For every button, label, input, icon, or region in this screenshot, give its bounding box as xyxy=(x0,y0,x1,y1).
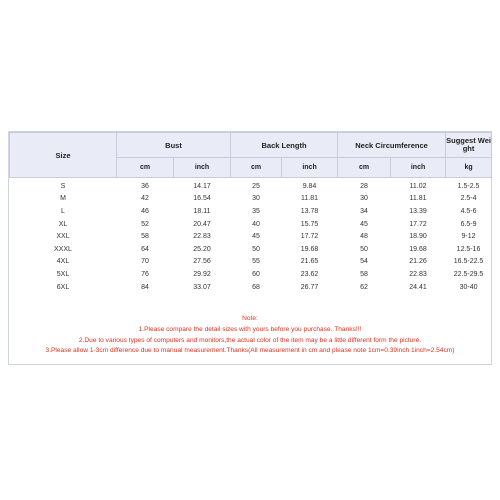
table-row xyxy=(10,205,492,218)
header-suggest-weight: Suggest Wei ght xyxy=(446,133,492,158)
unit-header: inch xyxy=(391,158,446,178)
table-cell: 84 xyxy=(141,283,149,291)
size-table xyxy=(9,132,492,293)
table-cell: 9.84 xyxy=(302,182,317,190)
table-row xyxy=(10,218,492,231)
table-cell: 62 xyxy=(360,283,368,291)
table-cell: 58 xyxy=(360,270,368,278)
table-cell: 35 xyxy=(252,207,260,215)
table-cell: 55 xyxy=(252,258,260,266)
table-cell: 25 xyxy=(252,182,260,190)
unit-header: cm xyxy=(338,158,391,178)
table-cell: 40 xyxy=(252,220,260,228)
unit-header: kg xyxy=(446,158,492,178)
note-line: 1.Please compare the detail sizes with yours before you purchase. Thanks!!! xyxy=(138,325,362,333)
table-cell: 60 xyxy=(252,270,260,278)
table-cell: 11.81 xyxy=(301,195,319,203)
table-row xyxy=(10,193,492,206)
table-cell: 19.68 xyxy=(409,245,427,253)
unit-header: cm xyxy=(117,158,174,178)
table-cell: XXL xyxy=(56,233,70,241)
header-bust: Bust xyxy=(117,133,231,158)
table-cell: 11.81 xyxy=(409,195,427,203)
table-cell: 15.75 xyxy=(300,220,319,228)
header-neck-circumference: Neck Circumference xyxy=(338,133,446,158)
table-cell: 20.47 xyxy=(193,220,211,228)
table-row xyxy=(10,268,492,281)
table-cell: 24.41 xyxy=(409,283,427,291)
table-cell: 42 xyxy=(141,195,149,203)
table-cell: 25.20 xyxy=(193,245,211,253)
table-cell: 19.68 xyxy=(300,245,319,253)
table-cell: 50 xyxy=(360,245,368,253)
table-cell: 22.83 xyxy=(193,233,211,241)
table-cell: 5XL xyxy=(56,270,70,278)
table-row xyxy=(10,256,492,269)
table-cell: 48 xyxy=(360,233,368,241)
unit-header: inch xyxy=(282,158,338,178)
table-cell: 29.92 xyxy=(193,270,211,278)
table-cell: 21.26 xyxy=(409,258,427,266)
table-row xyxy=(10,178,492,193)
table-cell: XL xyxy=(58,220,68,228)
table-cell: 18.11 xyxy=(193,207,211,215)
note-line: 2.Due to various types of computers and monitors,the actual color of the item may be a little different form the picture. xyxy=(78,336,422,344)
table-cell: 28 xyxy=(360,182,368,190)
unit-header: inch xyxy=(174,158,231,178)
note-line: 3.Please allow 1-3cm difference due to manual measurement.Thanks(All measurement in cm and please note 1cm=0.39inch 1inch=2.54cm) xyxy=(45,347,455,355)
table-cell: 13.39 xyxy=(409,207,427,215)
unit-header: cm xyxy=(231,158,282,178)
table-cell: 30 xyxy=(252,195,260,203)
table-row xyxy=(10,230,492,243)
table-cell: 45 xyxy=(252,233,260,241)
table-cell: 17.72 xyxy=(300,233,319,241)
table-cell: 6XL xyxy=(56,283,70,291)
table-cell: 64 xyxy=(141,245,149,253)
table-cell: 68 xyxy=(252,283,260,291)
table-cell: 9-12 xyxy=(461,233,476,241)
table-cell: 27.56 xyxy=(193,258,211,266)
table-row xyxy=(10,243,492,256)
table-cell: 6.5-9 xyxy=(460,220,477,228)
table-cell: 26.77 xyxy=(300,283,319,291)
table-cell: 22.83 xyxy=(409,270,427,278)
table-cell: 4XL xyxy=(56,258,70,266)
header-size: Size xyxy=(10,133,117,178)
table-cell: 70 xyxy=(141,258,149,266)
table-cell: 1.5-2.5 xyxy=(457,182,480,190)
table-cell: 30 xyxy=(360,195,368,203)
table-cell: 2.5-4 xyxy=(460,195,477,203)
table-cell: 14.17 xyxy=(193,182,211,190)
table-cell: 16.54 xyxy=(193,195,211,203)
table-cell: 50 xyxy=(252,245,260,253)
table-cell: M xyxy=(60,195,66,203)
table-cell: 54 xyxy=(360,258,368,266)
table-cell: 46 xyxy=(141,207,149,215)
table-cell: 23.62 xyxy=(300,270,319,278)
table-cell: 76 xyxy=(141,270,149,278)
table-cell: 16.5-22.5 xyxy=(453,258,484,266)
header-back-length: Back Length xyxy=(231,133,338,158)
table-cell: XXXL xyxy=(54,245,72,253)
table-cell: 33.07 xyxy=(193,283,211,291)
table-cell: 36 xyxy=(141,182,149,190)
table-cell: L xyxy=(61,207,65,215)
notes-section xyxy=(8,314,492,357)
table-cell: 11.02 xyxy=(409,182,427,190)
table-cell: 58 xyxy=(141,233,149,241)
table-cell: 45 xyxy=(360,220,368,228)
table-row xyxy=(10,281,492,294)
table-cell: 4.5-6 xyxy=(460,207,477,215)
table-cell: 18.90 xyxy=(409,233,427,241)
notes-title: Note: xyxy=(242,315,258,322)
table-cell: 34 xyxy=(360,207,368,215)
table-cell: 17.72 xyxy=(409,220,427,228)
table-cell: 12.5-16 xyxy=(456,245,481,253)
table-cell: 22.5-29.5 xyxy=(453,270,484,278)
table-cell: S xyxy=(60,182,66,190)
table-cell: 30-40 xyxy=(459,283,478,291)
table-cell: 13.78 xyxy=(300,207,319,215)
table-cell: 52 xyxy=(141,220,149,228)
table-cell: 21.65 xyxy=(300,258,319,266)
